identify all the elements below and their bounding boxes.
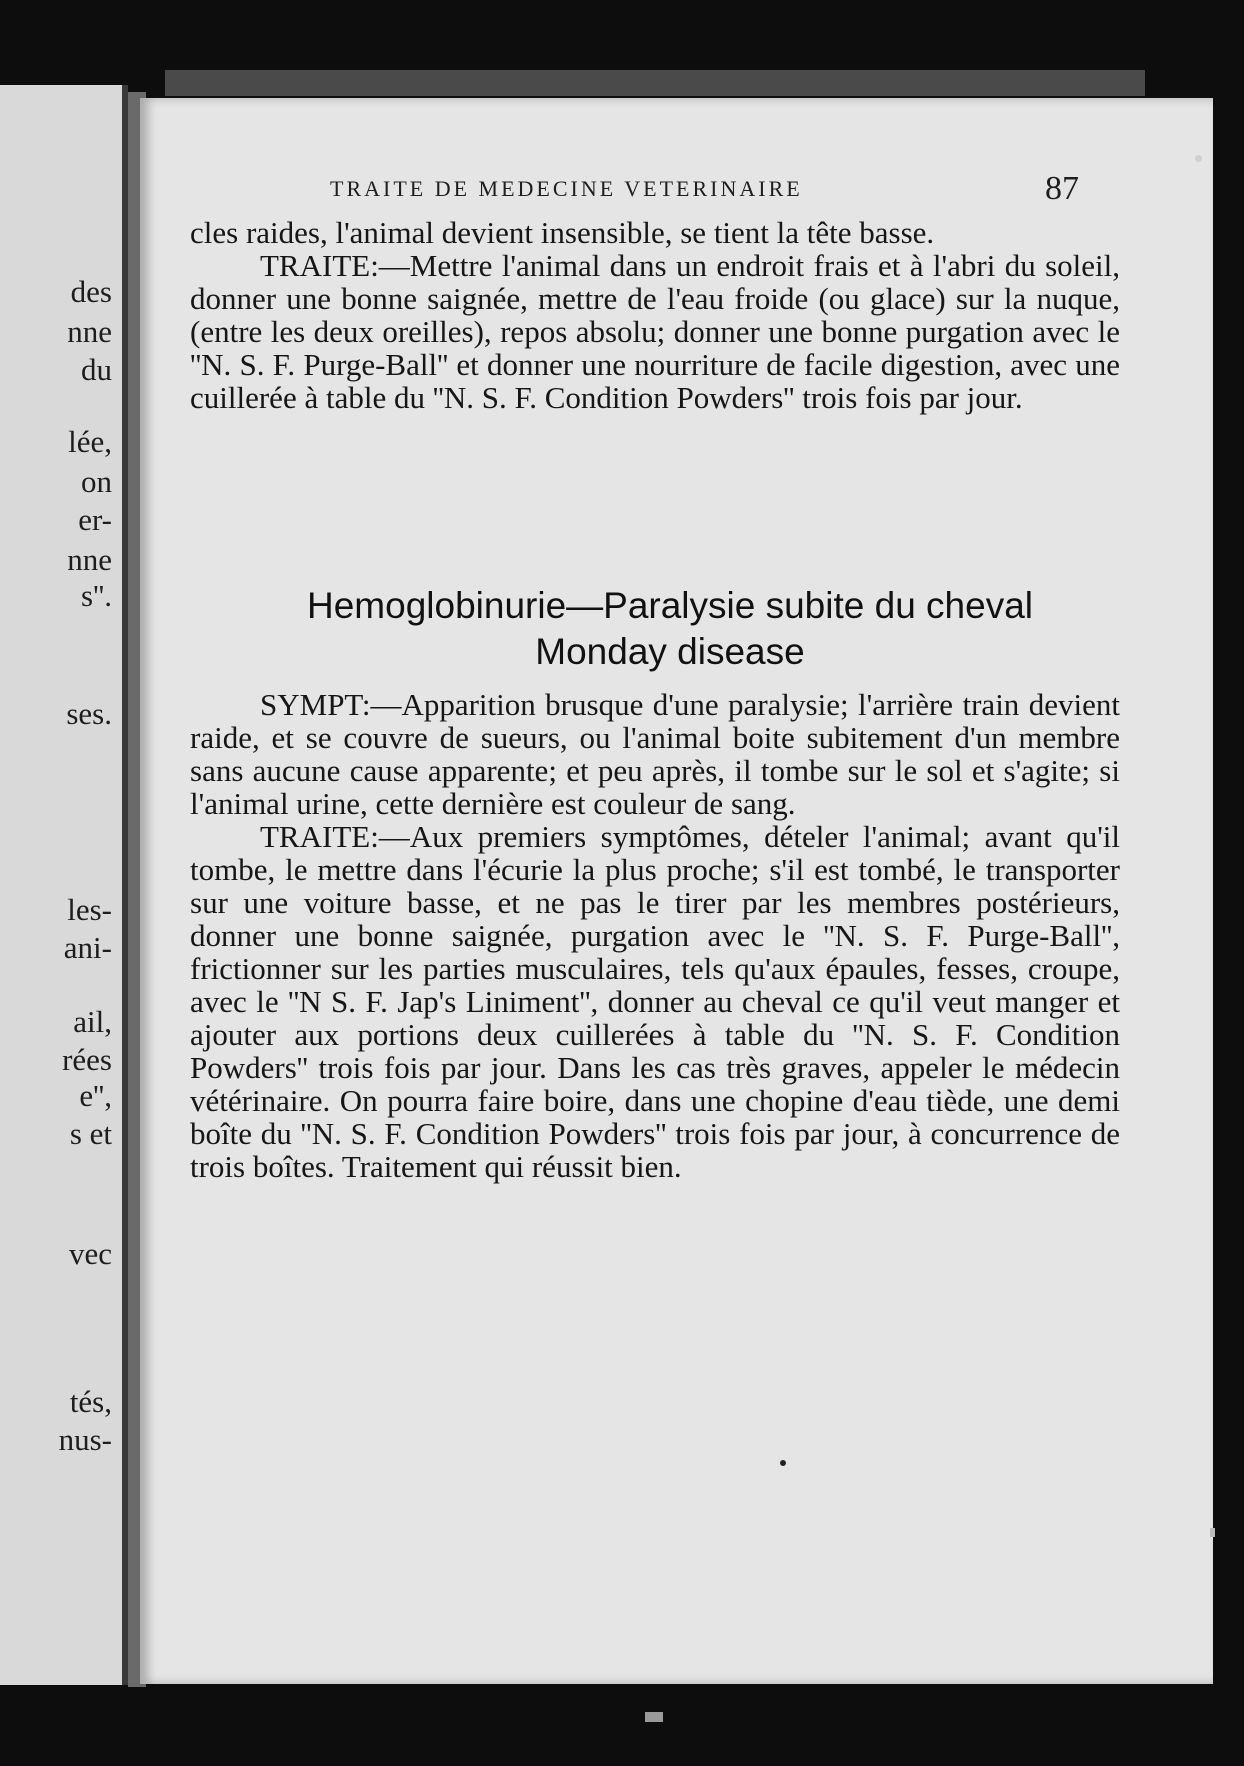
left-page-line: ail, <box>73 1004 112 1039</box>
left-page-line: tés, <box>69 1384 112 1419</box>
left-page-line: s''. <box>81 578 112 613</box>
left-page-line: vec <box>68 1236 112 1271</box>
left-page-line: ani- <box>63 930 112 965</box>
left-page-line: des <box>70 274 112 309</box>
continuation-paragraph: cles raides, l'animal devient insensible, se tient la tête basse. <box>190 215 935 250</box>
heading-line-1: Hemoglobinurie—Paralysie subite du cheval <box>307 585 1033 626</box>
traite-paragraph: TRAITE:—Mettre l'animal dans un endroit frais et à l'abri du soleil, donner une bonne saignée, mettre de l'eau froide (ou glace) sur la nuque, (entre les deux oreilles), repos absolu; donner une bonne purgation avec le ''N. S. F. Purge-Ball'' et donner une nourriture de facile digestion, avec une cuillerée à table du ''N. S. F. Condition Powders'' trois fois par jour. <box>190 248 1120 415</box>
scan-speck <box>645 1712 663 1722</box>
scan-top-edge <box>165 70 1145 96</box>
left-page-line: e'', <box>79 1078 112 1113</box>
sympt-paragraph: SYMPT:—Apparition brusque d'une paralysie; l'arrière train devient raide, et se couvre de sueurs, ou l'animal boite subitement d'un membre sans aucune cause apparente; et peu après, il tombe sur le sol et s'agite; si l'animal urine, cette dernière est couleur de sang. <box>190 687 1120 821</box>
left-page-line: nne <box>67 314 112 349</box>
left-page-line: nus- <box>58 1422 112 1457</box>
section2-text <box>190 688 1120 1183</box>
scan-speck <box>1210 1528 1215 1537</box>
left-page-fragment <box>0 85 128 1685</box>
left-page-line: rées <box>62 1042 112 1077</box>
running-header: TRAITE DE MEDECINE VETERINAIRE <box>330 176 803 201</box>
page-number: 87 <box>1045 170 1079 207</box>
scan-speck <box>1195 155 1202 162</box>
left-page-line: lée, <box>68 424 112 459</box>
heading-line-2: Monday disease <box>535 631 805 672</box>
page-speck <box>780 1460 786 1466</box>
left-page-line: du <box>81 352 112 387</box>
section1-text <box>190 216 1120 414</box>
left-page-line: ses. <box>66 696 112 731</box>
left-page-line: s et <box>69 1116 112 1151</box>
left-page-line: on <box>81 464 112 499</box>
left-page-line: les- <box>67 892 112 927</box>
book-page <box>140 98 1213 1684</box>
traite-paragraph-2: TRAITE:—Aux premiers symptômes, dételer l'animal; avant qu'il tombe, le mettre dans l'écurie la plus proche; s'il est tombé, le transporter sur une voiture basse, et ne pas le tirer par les membres postérieurs, donner une bonne saignée, purgation avec le ''N. S. F. Purge-Ball'', frictionner sur les parties musculaires, tels qu'aux épaules, fesses, croupe, avec le ''N S. F. Jap's Liniment'', donner au cheval ce qu'il veut manger et ajouter aux portions deux cuillerées à table du ''N. S. F. Condition Powders'' trois fois par jour. Dans les cas très graves, appeler le médecin vétérinaire. On pourra faire boire, dans une chopine d'eau tiède, une demi boîte du ''N. S. F. Condition Powders'' trois fois par jour, à concurrence de trois boîtes. Traitement qui réussit bien. <box>190 819 1120 1184</box>
left-page-line: nne <box>67 542 112 577</box>
left-page-line: er- <box>78 502 112 537</box>
section-heading <box>200 583 1140 675</box>
